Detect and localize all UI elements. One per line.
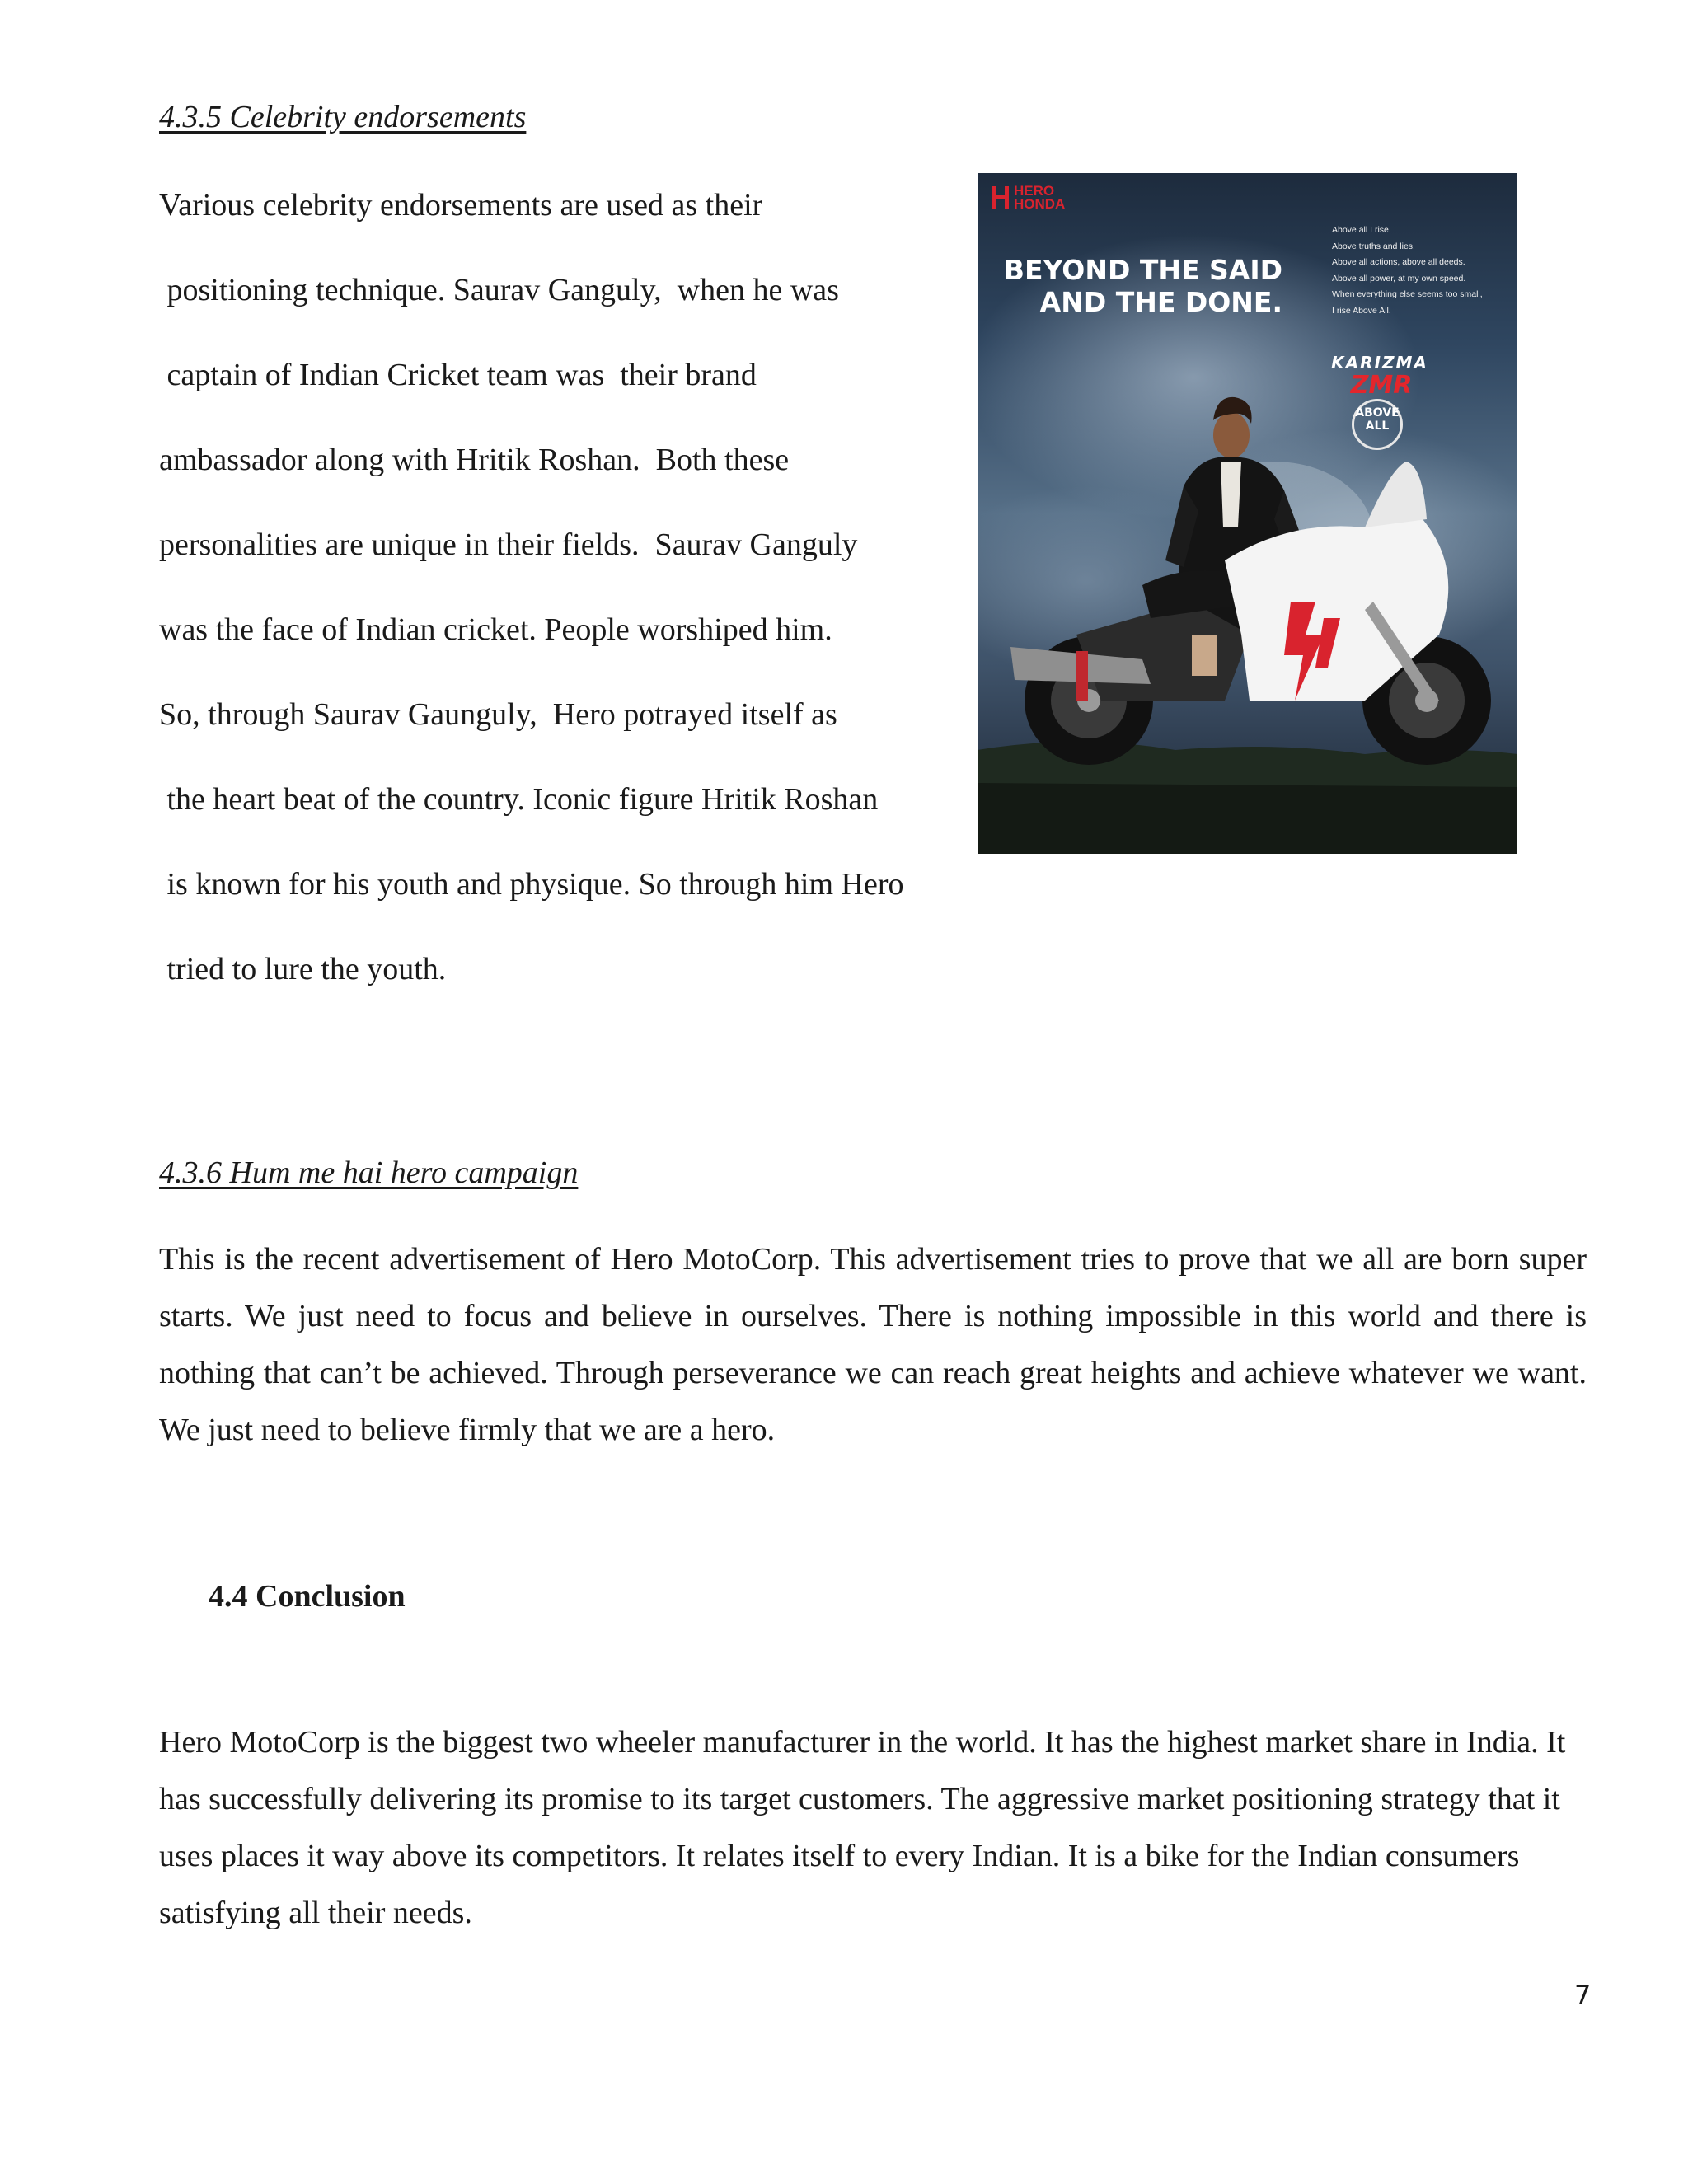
paragraph-conclusion: Hero MotoCorp is the biggest two wheeler manufacturer in the world. It has the highest market share in India. It has successfully delivering its promise to its target customers. The aggressive market positioning strategy that it uses places it way above its competitors. It relates itself to every Indian. It is a bike for the Indian consumers satisfying all their needs. <box>159 1725 1566 1930</box>
section-heading-hum-me-hai-hero: 4.3.6 Hum me hai hero campaign <box>159 1155 579 1190</box>
paragraph-line: was the face of Indian cricket. People worshiped him. <box>159 612 832 647</box>
ad-poem <box>1332 223 1517 319</box>
ad-poem-line: Above truths and lies. <box>1332 241 1415 251</box>
ad-poem-line: Above all I rise. <box>1332 225 1391 235</box>
paragraph-line: So, through Saurav Gaunguly, Hero potrayed itself as <box>159 697 837 732</box>
section-heading-conclusion: 4.4 Conclusion <box>209 1579 406 1614</box>
ad-model-variant: ZMR <box>1350 371 1413 400</box>
ad-tagline-line-2: ALL <box>1365 419 1390 433</box>
ad-headline-line-1: BEYOND THE SAID <box>1003 254 1282 286</box>
section-heading-celebrity-endorsements: 4.3.5 Celebrity endorsements <box>159 100 527 134</box>
ad-poem-line: I rise Above All. <box>1332 305 1391 316</box>
ad-headline <box>1002 254 1282 318</box>
ad-tagline-line-1: ABOVE <box>1355 406 1400 419</box>
paragraph-line: personalities are unique in their fields. Saurav Ganguly <box>159 527 858 562</box>
logo-h-mark <box>992 186 1009 209</box>
paragraph-line: is known for his youth and physique. So through him Hero <box>159 867 904 902</box>
ad-headline-line-2: AND THE DONE. <box>1039 286 1282 318</box>
hero-honda-logo <box>992 183 1101 213</box>
paragraph-line: ambassador along with Hritik Roshan. Both these <box>159 443 790 477</box>
ad-poem-line: Above all power, at my own speed. <box>1332 273 1466 284</box>
paragraph-line: positioning technique. Saurav Ganguly, when he was <box>159 273 839 307</box>
paragraph-hum-me-hai-hero: This is the recent advertisement of Hero MotoCorp. This advertisement tries to prove that we all are born super starts. We just need to focus and believe in ourselves. There is nothing impossible in this world and there is nothing that can’t be achieved. Through perseverance we can reach great heights and achieve whatever we want. We just need to believe firmly that we are a hero. <box>159 1242 1587 1447</box>
paragraph-line: the heart beat of the country. Iconic figure Hritik Roshan <box>159 782 879 817</box>
ad-poem-line: Above all actions, above all deeds. <box>1332 257 1465 267</box>
ad-poem-line: When everything else seems too small, <box>1332 289 1483 299</box>
page-number: 7 <box>1574 1980 1592 2011</box>
ad-above-all-badge <box>1352 399 1403 450</box>
logo-text: HERO HONDA <box>1014 183 1066 212</box>
paragraph-line: captain of Indian Cricket team was their brand <box>159 358 757 392</box>
ad-model-name: KARIZMA <box>1331 353 1428 373</box>
paragraph-line: tried to lure the youth. <box>159 952 447 987</box>
hero-honda-advertisement-image <box>978 173 1517 854</box>
paragraph-line: Various celebrity endorsements are used as their <box>159 188 763 223</box>
